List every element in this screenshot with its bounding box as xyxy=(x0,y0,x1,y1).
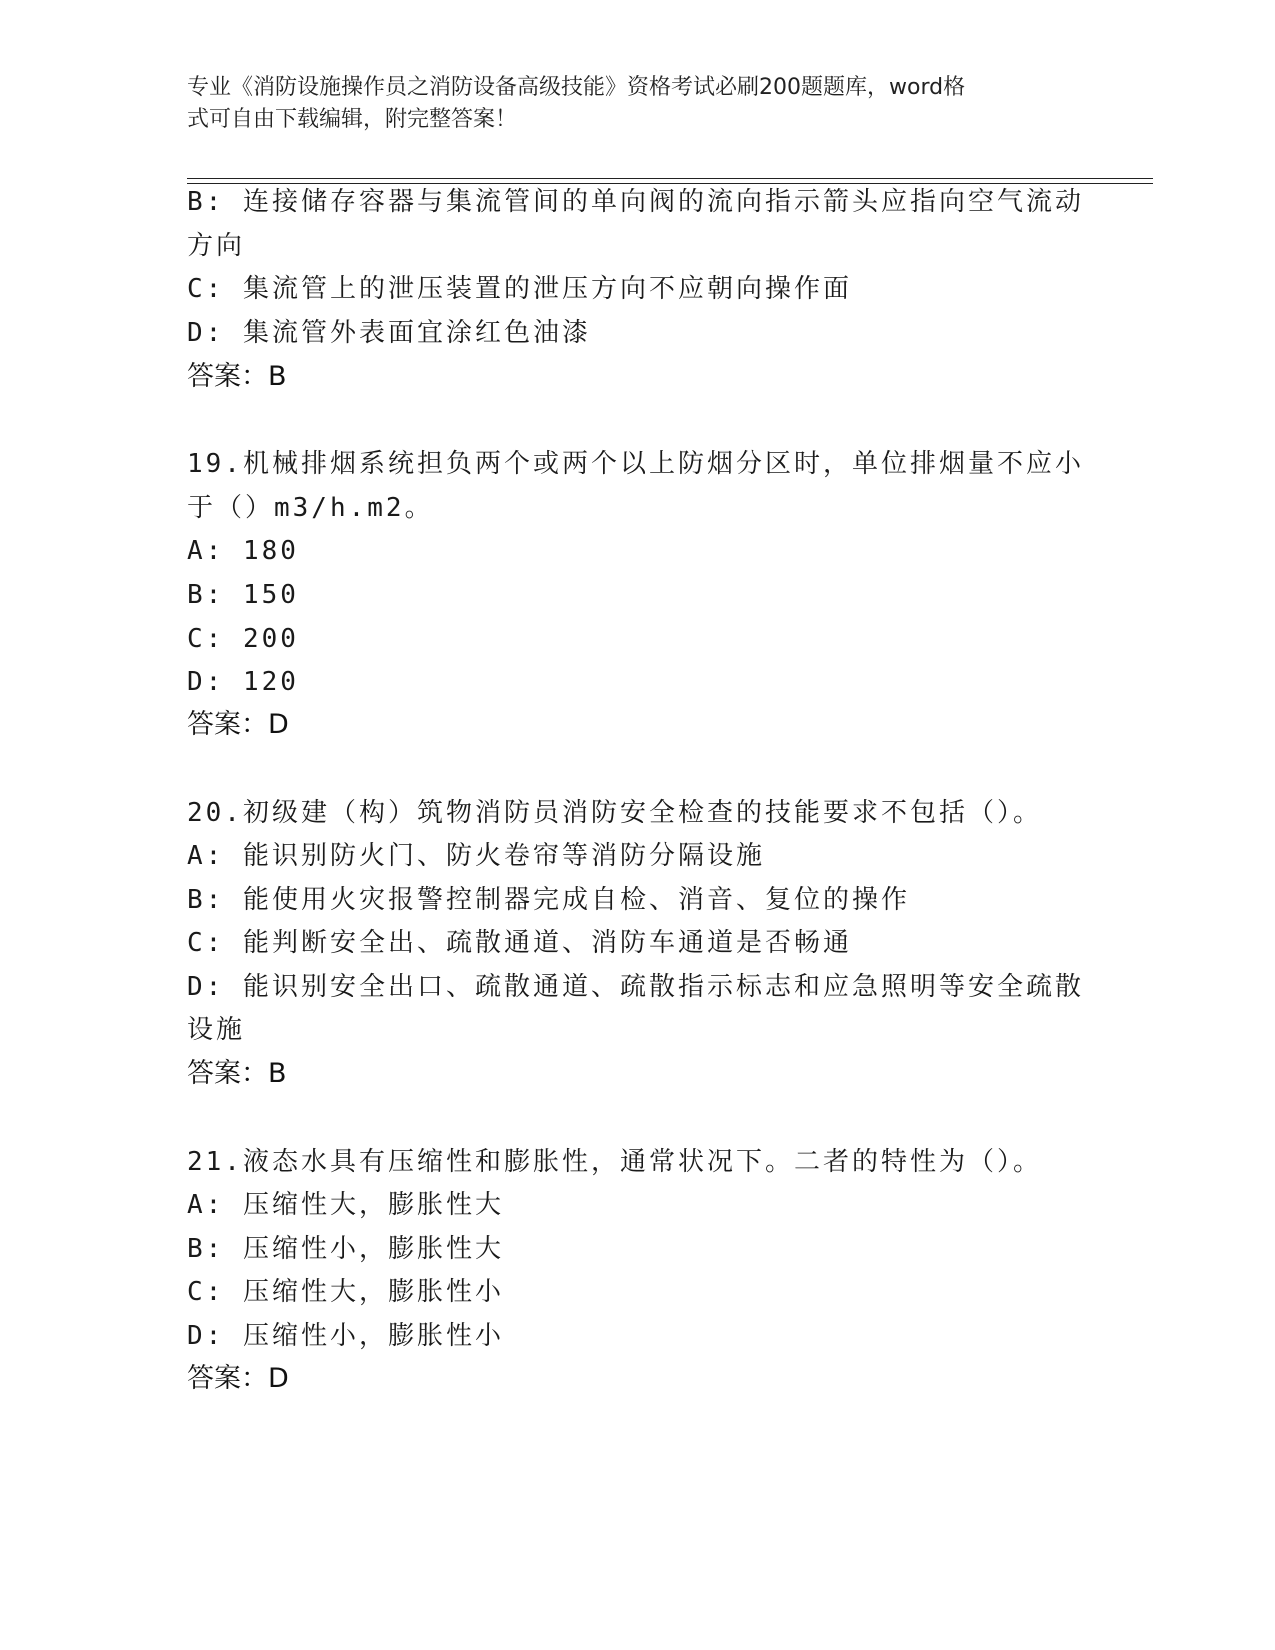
q20-option-c: C: 能判断安全出、疏散通道、消防车通道是否畅通 xyxy=(187,928,852,958)
q21-answer: 答案：D xyxy=(187,1363,289,1394)
q20-option-d-line-1: D: 能识别安全出口、疏散通道、疏散指示标志和应急照明等安全疏散 xyxy=(187,972,1084,1002)
q19-stem-line-1: 19.机械排烟系统担负两个或两个以上防烟分区时，单位排烟量不应小 xyxy=(187,449,1084,479)
header-divider-top xyxy=(187,178,1153,179)
q20-stem: 20.初级建（构）筑物消防员消防安全检查的技能要求不包括（）。 xyxy=(187,798,1042,828)
header-line-1: 专业《消防设施操作员之消防设备高级技能》资格考试必刷200题题库，word格 xyxy=(187,75,966,100)
q19-answer: 答案：D xyxy=(187,709,289,740)
q20-option-a: A: 能识别防火门、防火卷帘等消防分隔设施 xyxy=(187,841,765,871)
q19-option-a: A: 180 xyxy=(187,536,299,566)
q19-option-d: D: 120 xyxy=(187,667,299,697)
q18-option-b-line-1: B: 连接储存容器与集流管间的单向阀的流向指示箭头应指向空气流动 xyxy=(187,187,1084,217)
q20-option-d-line-2: 设施 xyxy=(187,1015,246,1045)
q18-option-b-line-2: 方向 xyxy=(187,231,246,261)
q18-answer: 答案：B xyxy=(187,361,287,392)
header-line-2: 式可自由下载编辑，附完整答案！ xyxy=(187,107,518,132)
document-header xyxy=(187,72,1077,136)
q21-stem: 21.液态水具有压缩性和膨胀性，通常状况下。二者的特性为（）。 xyxy=(187,1147,1042,1177)
q21-option-d: D: 压缩性小，膨胀性小 xyxy=(187,1321,504,1351)
q19-stem-line-2: 于（）m3/h.m2。 xyxy=(187,493,434,523)
q20-option-b: B: 能使用火灾报警控制器完成自检、消音、复位的操作 xyxy=(187,885,910,915)
q19-option-b: B: 150 xyxy=(187,580,299,610)
q20-answer: 答案：B xyxy=(187,1058,287,1089)
q18-option-c: C: 集流管上的泄压装置的泄压方向不应朝向操作面 xyxy=(187,274,852,304)
q19-option-c: C: 200 xyxy=(187,624,299,654)
q21-option-c: C: 压缩性大，膨胀性小 xyxy=(187,1277,504,1307)
q21-option-b: B: 压缩性小，膨胀性大 xyxy=(187,1234,504,1264)
header-divider-bottom xyxy=(187,183,1153,184)
q18-option-d: D: 集流管外表面宜涂红色油漆 xyxy=(187,318,591,348)
q21-option-a: A: 压缩性大，膨胀性大 xyxy=(187,1190,504,1220)
